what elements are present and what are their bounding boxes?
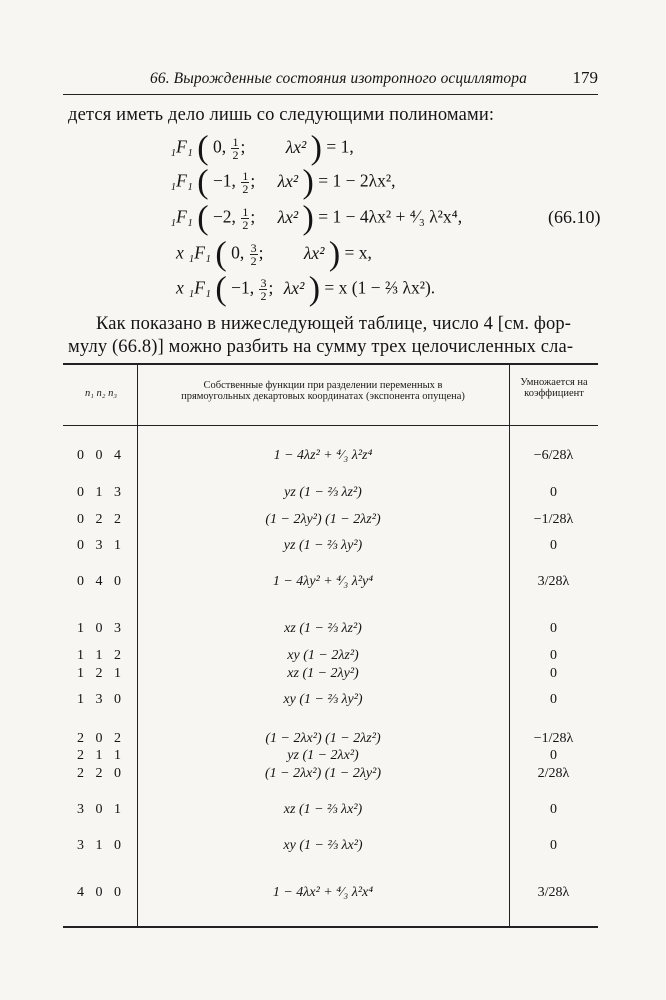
table-row-function: 1 − 4λy² + ⁴⁄₃ λ²y⁴	[272, 574, 374, 589]
left-paren-glyph: (	[215, 235, 227, 273]
equation-number: (66.10)	[548, 207, 601, 227]
table-row-function: (1 − 2λy²) (1 − 2λz²)	[265, 512, 381, 527]
table-row-quantum: 3 0 1	[77, 802, 125, 817]
table-row-quantum: 0 0 4	[77, 448, 125, 463]
table-row-coefficient: −1/28λ	[533, 512, 574, 527]
table-row-quantum: 1 3 0	[77, 692, 125, 707]
eq-a: 0,	[231, 242, 245, 263]
right-paren-glyph: )	[308, 270, 321, 308]
table-row-coefficient: −1/28λ	[533, 731, 574, 746]
frac-den: 2	[232, 148, 239, 162]
table-row-quantum: 0 2 2	[77, 512, 125, 527]
equation-line: x ₁F₁ ( 0, $\frac{3}{2}$ ; λx² ) = x,	[176, 235, 372, 273]
table-row-quantum: 1 1 2	[77, 648, 125, 663]
table-row-function: 1 − 4λx² + ⁴⁄₃ λ²x⁴	[272, 885, 374, 900]
equation-line: ₁F₁ ( −1, $\frac{1}{2}$ ; λx² ) = 1 − 2λx²,	[170, 163, 396, 201]
table-row-coefficient: 0	[550, 838, 557, 853]
paragraph-line-1: Как показано в нижеследующей таблице, число 4 [см. фор-	[96, 314, 572, 334]
eq-fraction	[241, 206, 249, 231]
eq-func: ₁F₁	[170, 206, 193, 227]
table-row-function: xy (1 − ⅔ λx²)	[283, 838, 363, 853]
table-row-quantum: 1 2 1	[77, 666, 125, 681]
table-row-function: xz (1 − 2λy²)	[287, 666, 359, 681]
eq-rhs: = 1 − 2λx²,	[318, 170, 396, 191]
eq-prefix: x	[176, 277, 184, 298]
table-row-function: yz (1 − 2λx²)	[287, 748, 359, 763]
running-header-title: 66. Вырожденные состояния изотропного осциллятора	[150, 70, 527, 87]
eq-rhs: = 1 − 4λx² + ⁴⁄₃ λ²x⁴,	[318, 206, 463, 227]
table-row-coefficient: 2/28λ	[537, 766, 570, 781]
frac-num: 3	[250, 241, 257, 255]
table-row-coefficient: 0	[550, 648, 557, 663]
frac-den: 2	[250, 254, 257, 268]
table-row-quantum: 1 0 3	[77, 621, 125, 636]
table-row-coefficient: 0	[550, 485, 557, 500]
eq-fraction	[231, 136, 239, 161]
header-functions: Собственные функции при разделении переменных в прямоугольных декартовых координатах (экспонента опущена)	[181, 380, 465, 402]
table-row-coefficient: 0	[550, 748, 557, 763]
header-multiplier: Умножается на коэффициент	[520, 377, 588, 399]
equation-line: ₁F₁ ( 0, $\frac{1}{2}$ ; λx² ) = 1,	[170, 129, 354, 167]
table-row-function: (1 − 2λx²) (1 − 2λz²)	[265, 731, 381, 746]
eq-prefix: x	[176, 242, 184, 263]
left-paren-glyph: (	[197, 129, 209, 167]
page-number: 179	[572, 68, 598, 87]
eq-func: ₁F₁	[188, 242, 212, 263]
table-row-coefficient: 0	[550, 621, 557, 636]
eq-rhs: = x,	[344, 242, 372, 263]
header-quantum-numbers: n₁ n₂ n₃	[85, 388, 117, 399]
equation-line: ₁F₁ ( −2, $\frac{1}{2}$ ; λx² ) = 1 − 4λx² + ⁴⁄₃ λ²x⁴,	[170, 199, 463, 237]
eq-a: −2,	[212, 206, 236, 227]
table-row-coefficient: 3/28λ	[537, 885, 570, 900]
eq-fraction	[259, 277, 267, 302]
eq-fraction	[250, 242, 258, 267]
left-paren-glyph: (	[197, 199, 209, 237]
frac-num: 1	[242, 205, 249, 219]
table-row-coefficient: 0	[550, 666, 557, 681]
table-row-quantum: 0 3 1	[77, 538, 125, 553]
table-row-coefficient: 0	[550, 538, 557, 553]
eq-func: ₁F₁	[188, 277, 212, 298]
eq-arg: λx²	[303, 242, 325, 263]
table-row-function: (1 − 2λx²) (1 − 2λy²)	[265, 766, 381, 781]
table-row-quantum: 2 0 2	[77, 731, 125, 746]
table-row-function: 1 − 4λz² + ⁴⁄₃ λ²z⁴	[273, 448, 373, 463]
table-row-quantum: 0 4 0	[77, 574, 125, 589]
eq-arg: λx²	[285, 136, 307, 157]
paragraph-line-2: мулу (66.8)] можно разбить на сумму трех целочисленных сла-	[68, 337, 574, 357]
table-row-coefficient: 3/28λ	[537, 574, 570, 589]
eq-a: −1,	[231, 277, 255, 298]
eq-func: ₁F₁	[170, 170, 193, 191]
eq-a: 0,	[212, 136, 227, 157]
table-row-quantum: 2 2 0	[77, 766, 125, 781]
right-paren-glyph: )	[328, 235, 341, 273]
table-row-function: xy (1 − ⅔ λy²)	[283, 692, 363, 707]
right-paren-glyph: )	[302, 199, 314, 237]
table-top-rule	[63, 363, 598, 365]
eq-rhs: = 1,	[326, 136, 354, 157]
table-row-function: xz (1 − ⅔ λz²)	[284, 621, 362, 636]
header-rule	[63, 94, 598, 95]
table-row-coefficient: −6/28λ	[533, 448, 574, 463]
table-row-function: yz (1 − ⅔ λz²)	[284, 485, 362, 500]
table-header-rule	[63, 425, 598, 426]
table-row-coefficient: 0	[550, 692, 557, 707]
frac-den: 2	[242, 218, 249, 232]
eq-a: −1,	[212, 170, 236, 191]
equation-line: x ₁F₁ ( −1, $\frac{3}{2}$ ; λx² ) = x (1 − ⅔ λx²).	[176, 270, 436, 308]
eq-arg: λx²	[277, 170, 299, 191]
frac-den: 2	[242, 182, 249, 196]
table-row-function: yz (1 − ⅔ λy²)	[283, 538, 363, 553]
eq-rhs: = x (1 − ⅔ λx²).	[324, 277, 436, 298]
table-row-coefficient: 0	[550, 802, 557, 817]
frac-num: 1	[232, 135, 239, 149]
frac-den: 2	[260, 289, 267, 303]
eq-arg: λx²	[277, 206, 299, 227]
table-row-quantum: 4 0 0	[77, 885, 125, 900]
table-row-function: xy (1 − 2λz²)	[287, 648, 359, 663]
left-paren-glyph: (	[215, 270, 227, 308]
intro-text: дется иметь дело лишь со следующими полиномами:	[68, 105, 495, 125]
table-row-function: xz (1 − ⅔ λx²)	[283, 802, 363, 817]
eq-func: ₁F₁	[170, 136, 193, 157]
table-row-quantum: 3 1 0	[77, 838, 125, 853]
left-paren-glyph: (	[197, 163, 209, 201]
eq-arg: λx²	[283, 277, 305, 298]
right-paren-glyph: )	[302, 163, 314, 201]
eq-fraction	[241, 170, 249, 195]
frac-num: 3	[260, 276, 267, 290]
frac-num: 1	[242, 169, 249, 183]
table-bottom-rule	[63, 926, 598, 928]
table-row-quantum: 0 1 3	[77, 485, 125, 500]
right-paren-glyph: )	[310, 129, 322, 167]
table-row-quantum: 2 1 1	[77, 748, 125, 763]
